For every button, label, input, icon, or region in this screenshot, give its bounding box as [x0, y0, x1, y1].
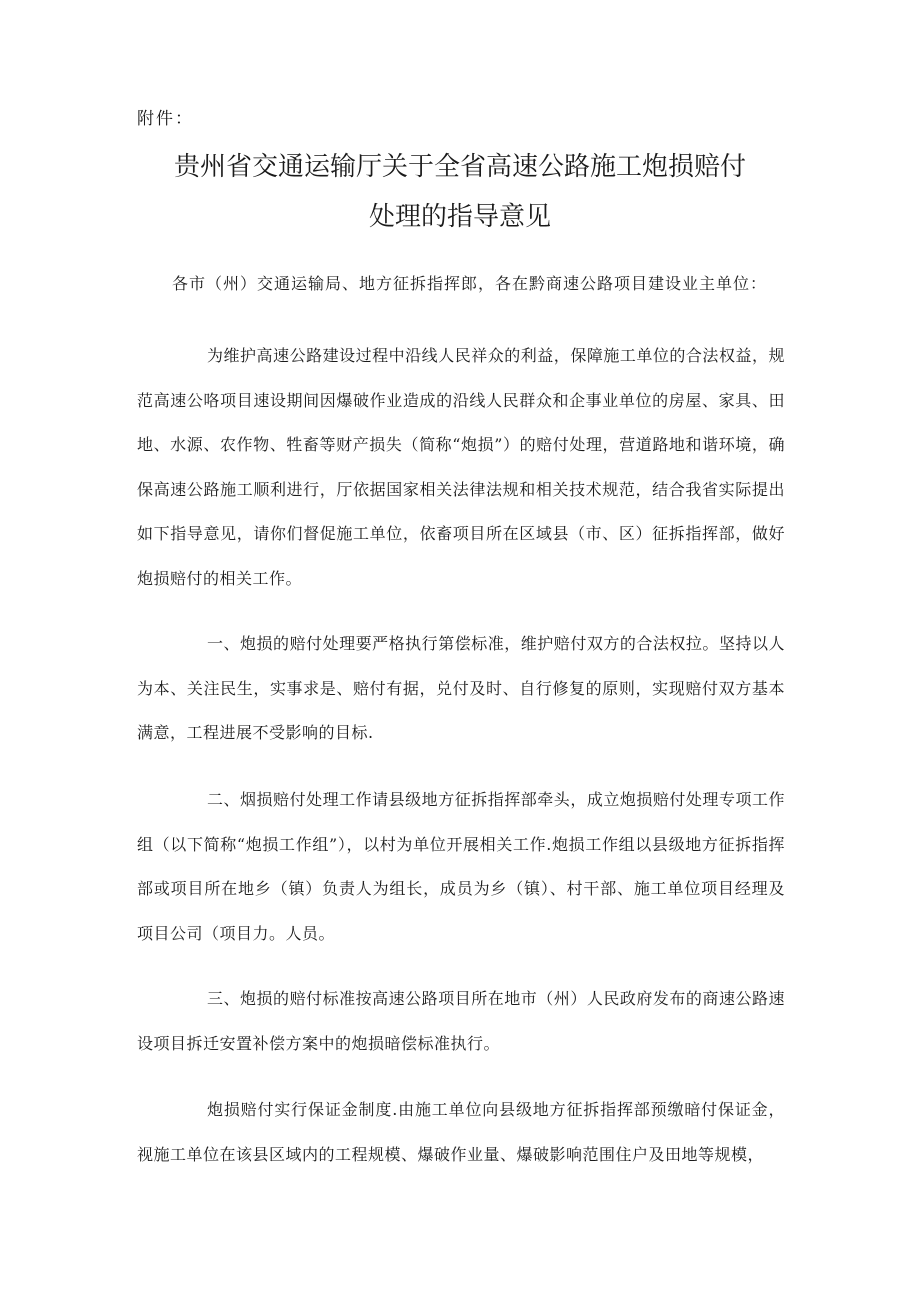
paragraph-deposit: 炮损赔付实行保证金制度.由施工单位向县级地方征拆指挥部预缴暗付保证金，视施工单位在该县区域内的工程规模、爆破作业量、爆破影响范围住户及田地等规模，	[137, 1100, 785, 1164]
paragraph-section-3: 三、炮损的赔付标准按高速公路项目所在地市（州）人民政府发布的商速公路速设项目拆迁安置补偿方案中的炮损暗偿标准执行。	[137, 989, 785, 1053]
document-title-line-1: 贵州省交通运输厅关于全省高速公路施工炮损赔付	[173, 152, 746, 182]
paragraph-section-2: 二、烟损赔付处理工作请县级地方征拆指挥部牵头，成立炮损赔付处理专项工作组（以下简称“炮损工作组”），以村为单位开展相关工作.炮损工作组以县级地方征拆指挥部或项目所在地乡（镇）负责人为组长，成员为乡（镇）、村干部、施工单位项目经理及项目公司（项目力。人员。	[137, 790, 785, 943]
paragraph-intro: 为维护高速公路建设过程中沿线人民祥众的利益，保障施工单位的合法权益，规范高速公咯项目速设期间因爆破作业造成的沿线人民群众和企事业单位的房屋、家具、田地、水源、农作物、牲畜等财产损失（简称“炮损”）的赔付处理，营道路地和谐环境，确保高速公路施工顺利进行，厅依据国家相关法律法规和相关技术规范，结合我省实际提出如下指导意见，请你们督促施工单位，依畜项目所在区域县（市、区）征拆指挥部，做好炮损赔付的相关工作。	[137, 346, 785, 588]
salutation: 各市（州）交通运输局、地方征拆指挥郎，各在黔商速公路项目建设业主单位：	[172, 274, 768, 293]
attachment-label: 附件：	[137, 109, 194, 129]
paragraph-section-1: 一、炮损的赔付处理要严格执行第偿标准，维护赔付双方的合法权拉。坚持以人为本、关注民生，实事求是、赔付有据，兑付及时、自行修复的原则，实现赔付双方基本满意，工程进展不受影响的目标.	[137, 634, 785, 742]
document-title-line-2: 处理的指导意见	[368, 202, 551, 232]
